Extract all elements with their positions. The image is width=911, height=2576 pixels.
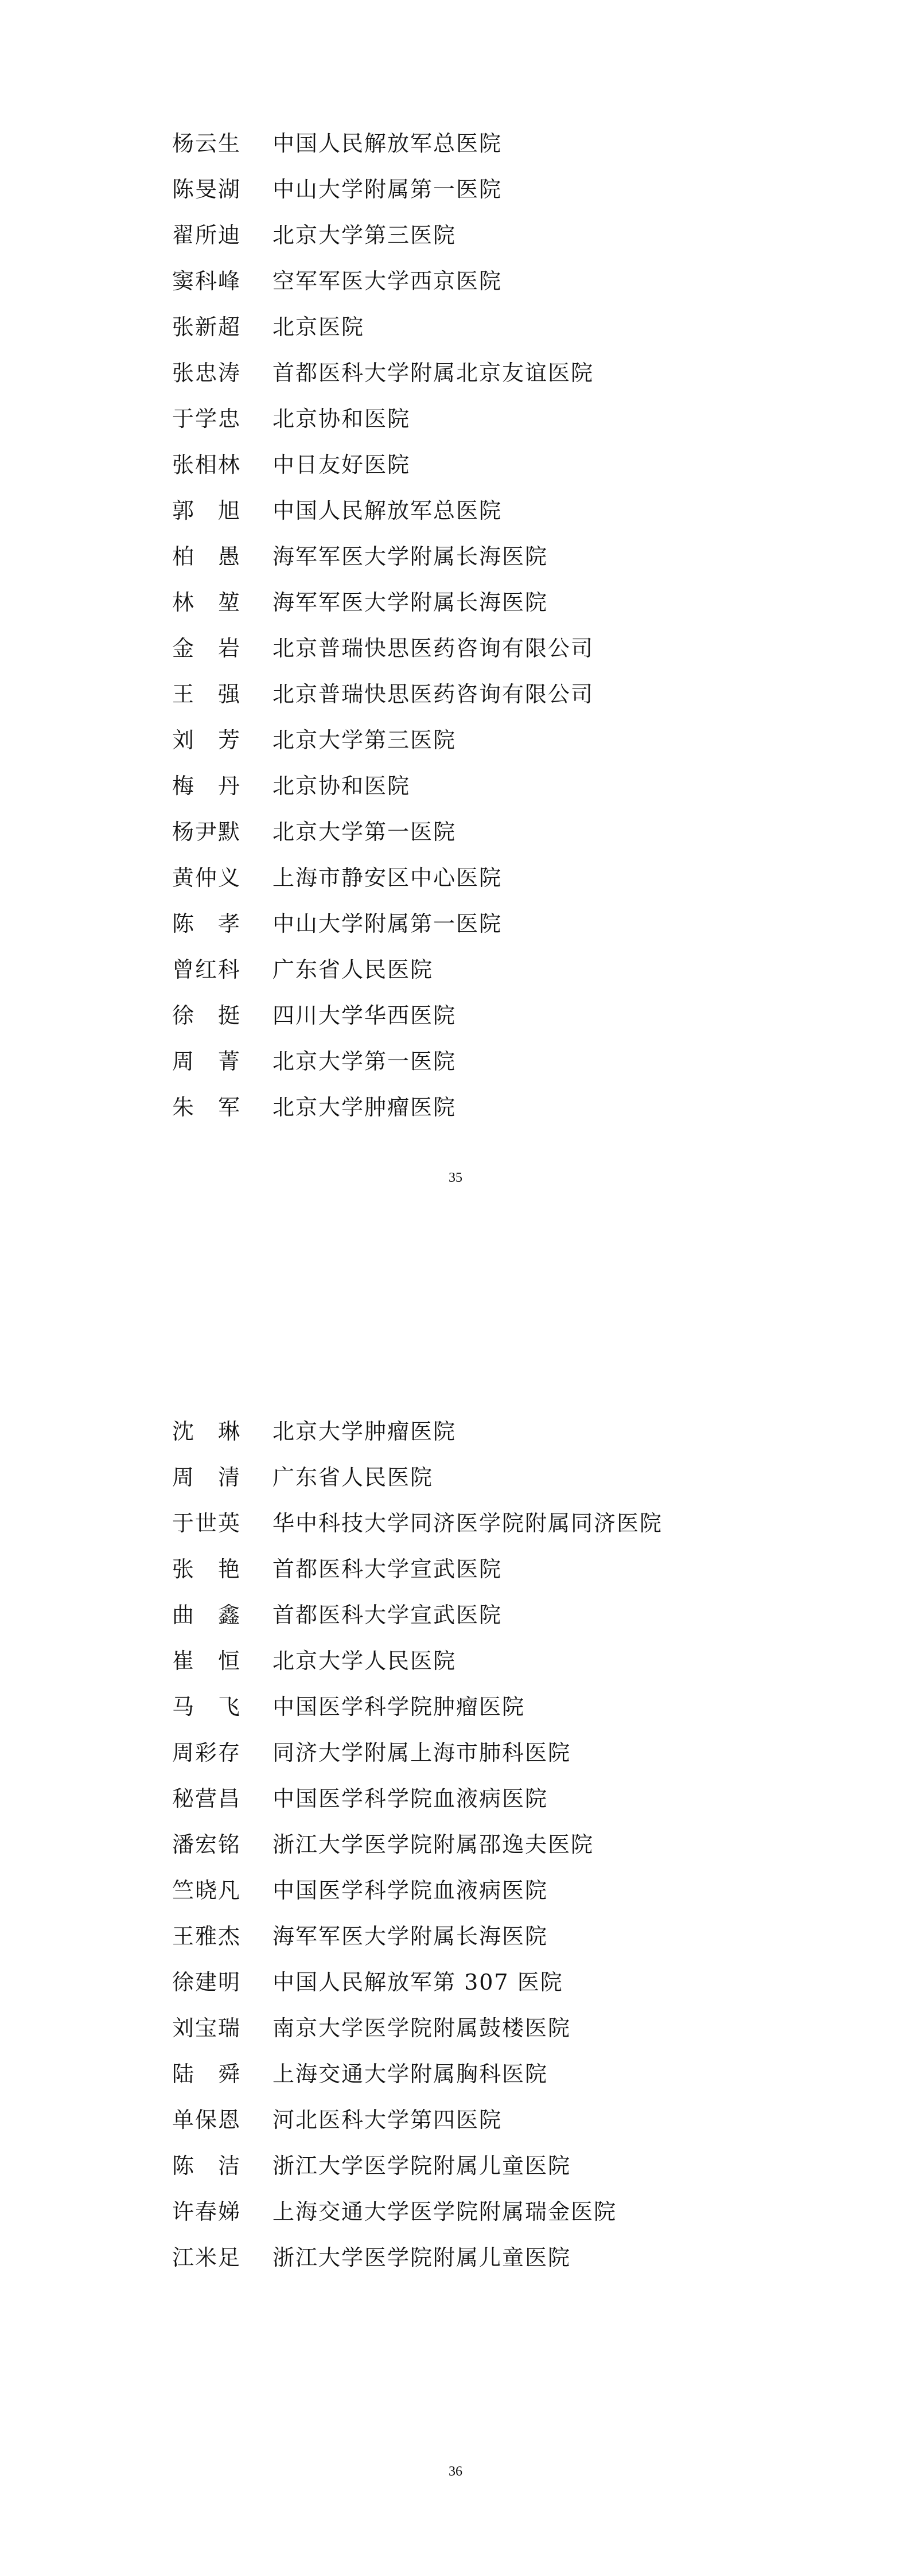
member-name: 沈 琳 <box>172 1419 242 1444</box>
member-name: 周彩存 <box>172 1740 242 1765</box>
member-institution: 中山大学附属第一医院 <box>272 911 503 936</box>
member-entry <box>172 579 594 625</box>
member-entry <box>172 1454 663 1500</box>
member-name: 刘 芳 <box>172 727 242 753</box>
member-entry <box>172 947 594 993</box>
member-name: 杨云生 <box>172 131 242 156</box>
member-name: 窦科峰 <box>172 269 242 294</box>
member-entry <box>172 625 594 671</box>
member-institution: 浙江大学医学院附属邵逸夫医院 <box>272 1832 594 1857</box>
member-institution: 中国人民解放军第 307 医院 <box>272 1970 563 1995</box>
member-name: 王雅杰 <box>172 1924 242 1949</box>
member-institution: 北京普瑞快思医药咨询有限公司 <box>272 636 594 661</box>
member-entry <box>172 2097 663 2143</box>
member-institution: 北京大学肿瘤医院 <box>272 1419 457 1444</box>
member-entry <box>172 120 594 166</box>
member-entry <box>172 1592 663 1638</box>
member-name: 秘营昌 <box>172 1786 242 1811</box>
member-name: 竺晓凡 <box>172 1878 242 1903</box>
member-name: 张忠涛 <box>172 360 242 386</box>
member-name: 翟所迪 <box>172 223 242 248</box>
member-list <box>172 1408 663 2281</box>
member-institution: 广东省人民医院 <box>272 957 434 982</box>
member-institution: 北京大学第一医院 <box>272 1049 457 1074</box>
member-entry <box>172 901 594 947</box>
member-name: 江米足 <box>172 2245 242 2270</box>
member-institution: 浙江大学医学院附属儿童医院 <box>272 2153 571 2178</box>
member-institution: 北京大学肿瘤医院 <box>272 1095 457 1120</box>
member-institution: 北京普瑞快思医药咨询有限公司 <box>272 682 594 707</box>
member-entry <box>172 1913 663 1959</box>
member-institution: 四川大学华西医院 <box>272 1003 457 1028</box>
member-entry <box>172 1776 663 1822</box>
member-list <box>172 120 594 1130</box>
member-name: 黄仲义 <box>172 865 242 890</box>
member-institution: 北京大学第三医院 <box>272 223 457 248</box>
member-name: 许春娣 <box>172 2199 242 2224</box>
member-name: 陈 洁 <box>172 2153 242 2178</box>
member-institution: 北京协和医院 <box>272 773 411 799</box>
member-entry <box>172 1084 594 1130</box>
member-name: 徐建明 <box>172 1970 242 1995</box>
member-name: 周 菁 <box>172 1049 242 1074</box>
member-institution: 中国医学科学院血液病医院 <box>272 1878 548 1903</box>
member-institution: 海军军医大学附属长海医院 <box>272 1924 548 1949</box>
member-institution: 广东省人民医院 <box>272 1465 434 1490</box>
member-name: 曾红科 <box>172 957 242 982</box>
member-institution: 首都医科大学宣武医院 <box>272 1557 503 1582</box>
member-institution: 浙江大学医学院附属儿童医院 <box>272 2245 571 2270</box>
member-name: 陆 舜 <box>172 2061 242 2087</box>
member-entry <box>172 2235 663 2281</box>
member-name: 曲 鑫 <box>172 1602 242 1628</box>
member-entry <box>172 2051 663 2097</box>
member-name: 张新超 <box>172 314 242 340</box>
page-number: 35 <box>449 1170 462 1185</box>
member-name: 梅 丹 <box>172 773 242 799</box>
member-institution: 中山大学附属第一医院 <box>272 177 503 202</box>
member-entry <box>172 534 594 579</box>
member-name: 张相林 <box>172 452 242 477</box>
member-name: 郭 旭 <box>172 498 242 523</box>
member-name: 周 清 <box>172 1465 242 1490</box>
member-entry <box>172 1408 663 1454</box>
member-entry <box>172 1546 663 1592</box>
member-name: 于世英 <box>172 1511 242 1536</box>
member-name: 林 堃 <box>172 590 242 615</box>
member-entry <box>172 396 594 442</box>
member-institution: 同济大学附属上海市肺科医院 <box>272 1740 571 1765</box>
page-number: 36 <box>449 2464 462 2479</box>
document-page <box>0 1251 911 2576</box>
member-institution: 中国人民解放军总医院 <box>272 498 503 523</box>
member-institution: 北京大学第一医院 <box>272 819 457 845</box>
member-entry <box>172 1730 663 1776</box>
member-institution: 上海交通大学医学院附属瑞金医院 <box>272 2199 617 2224</box>
member-institution: 首都医科大学附属北京友谊医院 <box>272 360 594 386</box>
member-institution: 北京医院 <box>272 314 365 340</box>
member-institution: 空军军医大学西京医院 <box>272 269 503 294</box>
member-entry <box>172 1684 663 1730</box>
member-name: 崔 恒 <box>172 1648 242 1674</box>
member-entry <box>172 855 594 901</box>
member-entry <box>172 304 594 350</box>
member-entry <box>172 2143 663 2189</box>
member-institution: 首都医科大学宣武医院 <box>272 1602 503 1628</box>
member-institution: 中国医学科学院肿瘤医院 <box>272 1694 525 1719</box>
member-name: 朱 军 <box>172 1095 242 1120</box>
member-entry <box>172 1867 663 1913</box>
member-entry <box>172 212 594 258</box>
member-entry <box>172 2005 663 2051</box>
member-name: 张 艳 <box>172 1557 242 1582</box>
member-institution: 北京大学人民医院 <box>272 1648 457 1674</box>
member-name: 陈 孝 <box>172 911 242 936</box>
member-institution: 中日友好医院 <box>272 452 411 477</box>
member-name: 单保恩 <box>172 2107 242 2133</box>
member-institution: 海军军医大学附属长海医院 <box>272 590 548 615</box>
member-name: 刘宝瑞 <box>172 2015 242 2041</box>
member-entry <box>172 1038 594 1084</box>
member-entry <box>172 671 594 717</box>
member-entry <box>172 258 594 304</box>
member-name: 潘宏铭 <box>172 1832 242 1857</box>
member-entry <box>172 350 594 396</box>
member-name: 金 岩 <box>172 636 242 661</box>
member-institution: 中国医学科学院血液病医院 <box>272 1786 548 1811</box>
member-entry <box>172 488 594 534</box>
member-institution: 华中科技大学同济医学院附属同济医院 <box>272 1511 663 1536</box>
member-entry <box>172 2189 663 2235</box>
member-entry <box>172 717 594 763</box>
member-institution: 海军军医大学附属长海医院 <box>272 544 548 569</box>
member-entry <box>172 1822 663 1867</box>
member-entry <box>172 166 594 212</box>
member-entry <box>172 763 594 809</box>
member-name: 于学忠 <box>172 406 242 431</box>
member-entry <box>172 1638 663 1684</box>
member-institution: 河北医科大学第四医院 <box>272 2107 503 2133</box>
member-institution: 中国人民解放军总医院 <box>272 131 503 156</box>
member-entry <box>172 442 594 488</box>
member-institution: 南京大学医学院附属鼓楼医院 <box>272 2015 571 2041</box>
member-name: 杨尹默 <box>172 819 242 845</box>
member-institution: 北京大学第三医院 <box>272 727 457 753</box>
member-institution: 上海交通大学附属胸科医院 <box>272 2061 548 2087</box>
member-name: 马 飞 <box>172 1694 242 1719</box>
member-entry <box>172 1959 663 2005</box>
document-page <box>0 0 911 1251</box>
member-entry <box>172 1500 663 1546</box>
member-entry <box>172 993 594 1038</box>
member-institution: 上海市静安区中心医院 <box>272 865 503 890</box>
member-entry <box>172 809 594 855</box>
member-name: 徐 挺 <box>172 1003 242 1028</box>
member-institution: 北京协和医院 <box>272 406 411 431</box>
member-name: 柏 愚 <box>172 544 242 569</box>
member-name: 王 强 <box>172 682 242 707</box>
member-name: 陈旻湖 <box>172 177 242 202</box>
